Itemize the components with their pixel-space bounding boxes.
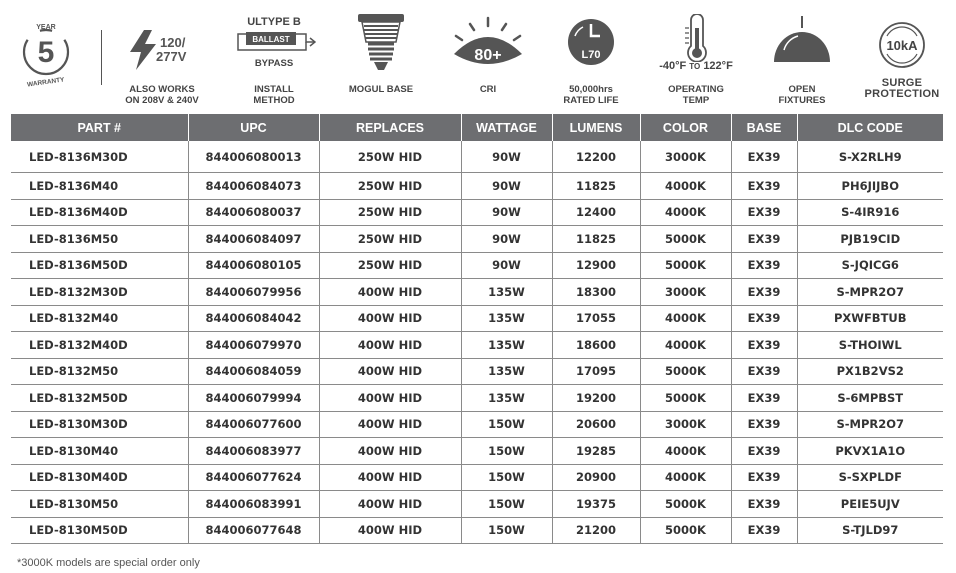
base-cell: EX39 xyxy=(731,199,797,226)
replaces-cell: 400W HID xyxy=(319,411,461,438)
wattage-cell: 135W xyxy=(461,279,552,306)
upc-cell: 844006084059 xyxy=(188,358,319,385)
lightning-icon xyxy=(128,30,158,70)
table-row xyxy=(11,358,943,385)
part-cell: LED-8136M40D xyxy=(11,199,188,226)
base-cell: EX39 xyxy=(731,464,797,491)
color-cell: 5000K xyxy=(640,358,731,385)
fixtures-caption-1: OPEN xyxy=(788,84,816,95)
table-row xyxy=(11,226,943,253)
upc-cell: 844006077600 xyxy=(188,411,319,438)
lumens-cell: 11825 xyxy=(552,173,640,200)
svg-text:WARRANTY: WARRANTY xyxy=(26,76,65,89)
mogul-base-icon xyxy=(356,12,406,74)
base-cell: EX39 xyxy=(731,517,797,544)
mogul-feature xyxy=(338,0,424,112)
part-cell: LED-8132M50 xyxy=(11,358,188,385)
surge-caption-2: PROTECTION xyxy=(864,88,940,100)
replaces-cell: 250W HID xyxy=(319,173,461,200)
voltage-line1: 120/ xyxy=(160,35,186,50)
lumens-cell: 12200 xyxy=(552,141,640,173)
header-base: BASE xyxy=(731,114,797,141)
color-cell: 4000K xyxy=(640,332,731,359)
header-replaces: REPLACES xyxy=(319,114,461,141)
clock-icon xyxy=(566,14,616,68)
base-cell: EX39 xyxy=(731,279,797,306)
ballast-bypass-icon xyxy=(236,30,316,54)
eye-icon xyxy=(448,14,528,74)
wattage-cell: 135W xyxy=(461,305,552,332)
wattage-cell: 135W xyxy=(461,385,552,412)
dlc-code-cell: PKVX1A1O xyxy=(797,438,943,465)
color-cell: 5000K xyxy=(640,252,731,279)
dlc-code-cell: S-SXPLDF xyxy=(797,464,943,491)
lumens-cell: 18300 xyxy=(552,279,640,306)
color-cell: 5000K xyxy=(640,491,731,518)
wattage-cell: 150W xyxy=(461,464,552,491)
base-cell: EX39 xyxy=(731,385,797,412)
color-cell: 4000K xyxy=(640,438,731,465)
temp-caption-2: TEMP xyxy=(682,95,710,106)
dlc-code-cell: S-4IR916 xyxy=(797,199,943,226)
dlc-code-cell: PEIE5UJV xyxy=(797,491,943,518)
base-cell: EX39 xyxy=(731,411,797,438)
upc-cell: 844006077648 xyxy=(188,517,319,544)
replaces-cell: 250W HID xyxy=(319,199,461,226)
footnote: *3000K models are special order only xyxy=(17,557,200,569)
color-cell: 3000K xyxy=(640,141,731,173)
part-cell: LED-8130M40D xyxy=(11,464,188,491)
lumens-cell: 12400 xyxy=(552,199,640,226)
part-cell: LED-8130M30D xyxy=(11,411,188,438)
color-cell: 5000K xyxy=(640,517,731,544)
replaces-cell: 400W HID xyxy=(319,305,461,332)
replaces-cell: 400W HID xyxy=(319,385,461,412)
lumens-cell: 17095 xyxy=(552,358,640,385)
voltage-feature xyxy=(112,0,212,112)
color-cell: 4000K xyxy=(640,199,731,226)
dlc-code-cell: S-THOIWL xyxy=(797,332,943,359)
base-cell: EX39 xyxy=(731,358,797,385)
wattage-cell: 90W xyxy=(461,226,552,253)
upc-cell: 844006084097 xyxy=(188,226,319,253)
pendant-lamp-icon xyxy=(770,14,834,70)
dlc-code-cell: S-MPR2O7 xyxy=(797,279,943,306)
warranty-badge xyxy=(14,0,78,112)
fixtures-caption-2: FIXTURES xyxy=(778,95,826,106)
base-cell: EX39 xyxy=(731,141,797,173)
table-row xyxy=(11,279,943,306)
dlc-code-cell: S-6MPBST xyxy=(797,385,943,412)
upc-cell: 844006079994 xyxy=(188,385,319,412)
wattage-cell: 90W xyxy=(461,252,552,279)
dlc-code-cell: PX1B2VS2 xyxy=(797,358,943,385)
wattage-cell: 90W xyxy=(461,173,552,200)
replaces-cell: 250W HID xyxy=(319,226,461,253)
feature-strip xyxy=(0,0,956,112)
svg-text:80+: 80+ xyxy=(474,47,502,64)
wattage-cell: 150W xyxy=(461,411,552,438)
base-cell: EX39 xyxy=(731,226,797,253)
replaces-cell: 400W HID xyxy=(319,358,461,385)
upc-cell: 844006080105 xyxy=(188,252,319,279)
replaces-cell: 400W HID xyxy=(319,464,461,491)
voltage-line2: 277V xyxy=(156,49,187,64)
svg-text:5: 5 xyxy=(37,36,55,69)
voltage-caption-1: ALSO WORKS xyxy=(129,84,195,95)
part-cell: LED-8132M40 xyxy=(11,305,188,332)
upc-cell: 844006080013 xyxy=(188,141,319,173)
part-cell: LED-8136M40 xyxy=(11,173,188,200)
temp-caption-1: OPERATING xyxy=(668,84,724,95)
dlc-code-cell: S-MPR2O7 xyxy=(797,411,943,438)
wattage-cell: 90W xyxy=(461,141,552,173)
feature-divider xyxy=(101,30,102,85)
replaces-cell: 400W HID xyxy=(319,438,461,465)
wattage-cell: 150W xyxy=(461,491,552,518)
replaces-cell: 250W HID xyxy=(319,141,461,173)
surge-caption-1: SURGE xyxy=(881,77,923,89)
part-cell: LED-8132M40D xyxy=(11,332,188,359)
warranty-seal-icon xyxy=(14,14,78,94)
replaces-cell: 400W HID xyxy=(319,491,461,518)
surge-badge-icon xyxy=(877,20,927,70)
temp-range xyxy=(652,60,740,72)
dlc-code-cell: PXWFBTUB xyxy=(797,305,943,332)
base-cell: EX39 xyxy=(731,332,797,359)
upc-cell: 844006083991 xyxy=(188,491,319,518)
color-cell: 4000K xyxy=(640,464,731,491)
color-cell: 3000K xyxy=(640,279,731,306)
install-caption-1: INSTALL xyxy=(254,84,294,95)
table-row xyxy=(11,332,943,359)
replaces-cell: 400W HID xyxy=(319,332,461,359)
life-caption-2: RATED LIFE xyxy=(563,95,619,106)
table-row xyxy=(11,464,943,491)
table-row xyxy=(11,517,943,544)
color-cell: 5000K xyxy=(640,385,731,412)
header-part: PART # xyxy=(11,114,188,141)
part-cell: LED-8130M40 xyxy=(11,438,188,465)
svg-text:10kA: 10kA xyxy=(886,38,918,53)
lumens-cell: 18600 xyxy=(552,332,640,359)
wattage-cell: 150W xyxy=(461,517,552,544)
lumens-cell: 20600 xyxy=(552,411,640,438)
upc-cell: 844006080037 xyxy=(188,199,319,226)
part-cell: LED-8136M50 xyxy=(11,226,188,253)
voltage-caption-2: ON 208V & 240V xyxy=(125,95,199,106)
ultype-title: ULTYPE B xyxy=(247,16,301,28)
base-cell: EX39 xyxy=(731,173,797,200)
base-cell: EX39 xyxy=(731,305,797,332)
color-cell: 4000K xyxy=(640,305,731,332)
part-cell: LED-8130M50 xyxy=(11,491,188,518)
table-row xyxy=(11,141,943,173)
svg-text:L70: L70 xyxy=(581,49,601,61)
upc-cell: 844006079970 xyxy=(188,332,319,359)
table-row xyxy=(11,385,943,412)
replaces-cell: 400W HID xyxy=(319,279,461,306)
base-cell: EX39 xyxy=(731,491,797,518)
dlc-code-cell: PH6JIJBO xyxy=(797,173,943,200)
lumens-cell: 19200 xyxy=(552,385,640,412)
table-row xyxy=(11,491,943,518)
header-upc: UPC xyxy=(188,114,319,141)
table-row xyxy=(11,199,943,226)
table-row xyxy=(11,252,943,279)
upc-cell: 844006084042 xyxy=(188,305,319,332)
lumens-cell: 12900 xyxy=(552,252,640,279)
upc-cell: 844006077624 xyxy=(188,464,319,491)
replaces-cell: 250W HID xyxy=(319,252,461,279)
lumens-cell: 17055 xyxy=(552,305,640,332)
table-row xyxy=(11,173,943,200)
dlc-code-cell: S-TJLD97 xyxy=(797,517,943,544)
svg-text:BALLAST: BALLAST xyxy=(252,35,290,44)
life-caption-1: 50,000hrs xyxy=(569,84,613,95)
part-cell: LED-8136M50D xyxy=(11,252,188,279)
install-caption-2: METHOD xyxy=(253,95,295,106)
mogul-caption: MOGUL BASE xyxy=(348,84,414,95)
wattage-cell: 90W xyxy=(461,199,552,226)
bypass-label: BYPASS xyxy=(254,58,294,69)
lumens-cell: 20900 xyxy=(552,464,640,491)
lumens-cell: 19375 xyxy=(552,491,640,518)
color-cell: 3000K xyxy=(640,411,731,438)
temp-feature xyxy=(652,0,740,112)
cri-feature xyxy=(448,0,528,112)
header-dlc-code: DLC CODE xyxy=(797,114,943,141)
upc-cell: 844006079956 xyxy=(188,279,319,306)
wattage-cell: 135W xyxy=(461,358,552,385)
table-row xyxy=(11,305,943,332)
temp-to: TO xyxy=(689,62,701,71)
header-color: COLOR xyxy=(640,114,731,141)
base-cell: EX39 xyxy=(731,438,797,465)
surge-feature xyxy=(860,0,944,112)
upc-cell: 844006084073 xyxy=(188,173,319,200)
color-cell: 4000K xyxy=(640,173,731,200)
dlc-code-cell: PJB19CID xyxy=(797,226,943,253)
life-feature xyxy=(548,0,634,112)
replaces-cell: 400W HID xyxy=(319,517,461,544)
table-header-row xyxy=(11,114,943,141)
part-cell: LED-8132M50D xyxy=(11,385,188,412)
thermometer-icon xyxy=(682,14,712,62)
lumens-cell: 11825 xyxy=(552,226,640,253)
dlc-code-cell: S-JQICG6 xyxy=(797,252,943,279)
svg-text:YEAR: YEAR xyxy=(36,24,56,31)
color-cell: 5000K xyxy=(640,226,731,253)
part-cell: LED-8132M30D xyxy=(11,279,188,306)
lumens-cell: 19285 xyxy=(552,438,640,465)
header-wattage: WATTAGE xyxy=(461,114,552,141)
dlc-code-cell: S-X2RLH9 xyxy=(797,141,943,173)
table-row xyxy=(11,438,943,465)
lumens-cell: 21200 xyxy=(552,517,640,544)
temp-end: 122°F xyxy=(703,60,733,72)
wattage-cell: 135W xyxy=(461,332,552,359)
install-feature xyxy=(228,0,320,112)
table-body xyxy=(11,141,943,544)
fixtures-feature xyxy=(762,0,842,112)
upc-cell: 844006083977 xyxy=(188,438,319,465)
wattage-cell: 150W xyxy=(461,438,552,465)
base-cell: EX39 xyxy=(731,252,797,279)
cri-caption: CRI xyxy=(479,84,497,95)
temp-from: -40°F xyxy=(659,60,687,72)
header-lumens: LUMENS xyxy=(552,114,640,141)
part-cell: LED-8130M50D xyxy=(11,517,188,544)
table-row xyxy=(11,411,943,438)
spec-table xyxy=(11,114,943,544)
part-cell: LED-8136M30D xyxy=(11,141,188,173)
